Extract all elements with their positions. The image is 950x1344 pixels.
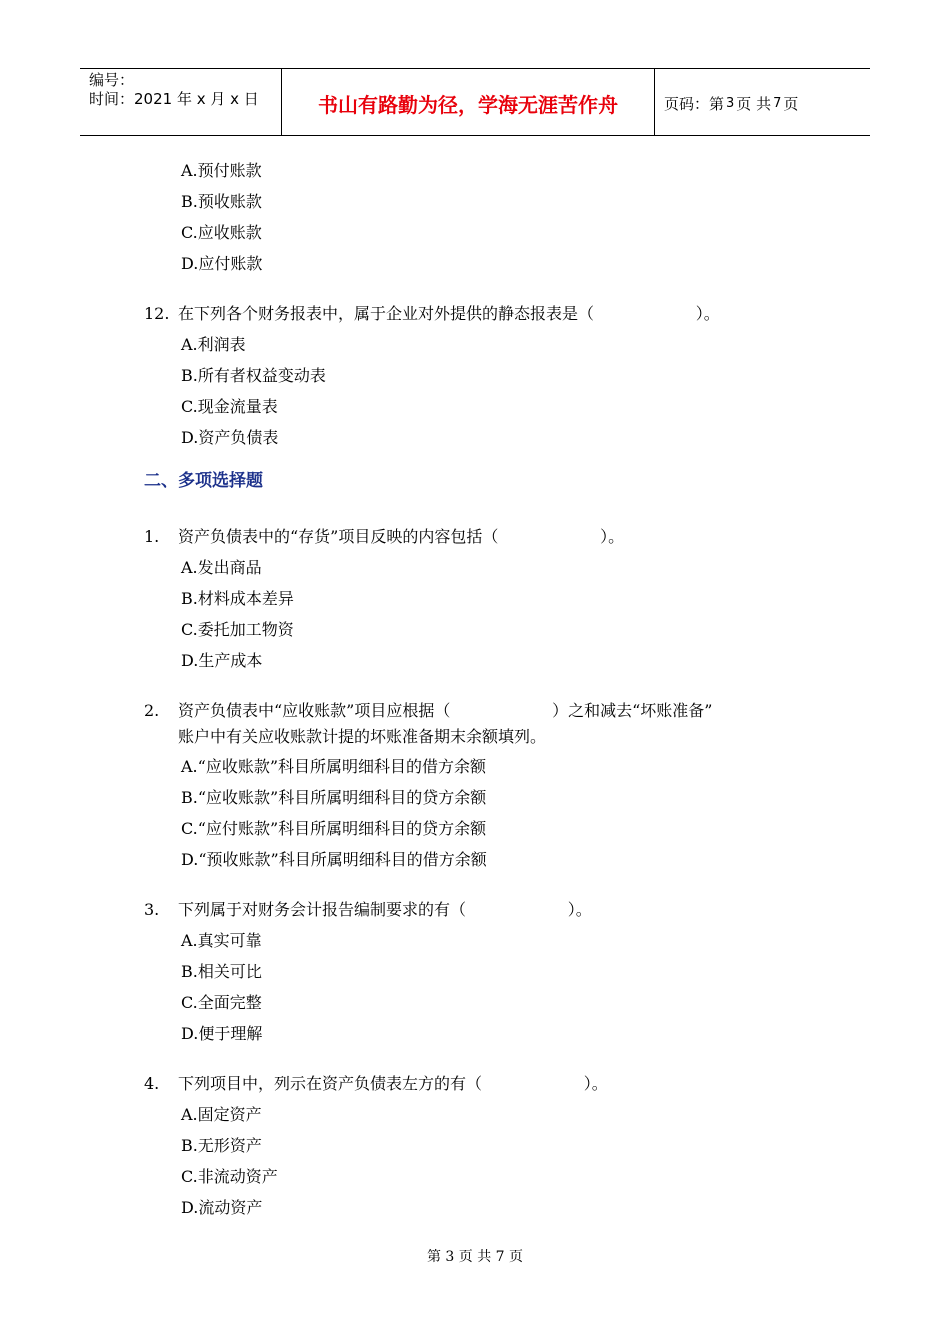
option-a: A.固定资产 bbox=[181, 1105, 262, 1124]
question-number: 12. bbox=[144, 304, 170, 323]
option-c: C.非流动资产 bbox=[181, 1167, 278, 1186]
section-heading: 二、多项选择题 bbox=[144, 471, 263, 491]
option-b: B.无形资产 bbox=[181, 1136, 262, 1155]
option-c: C.应收账款 bbox=[181, 223, 262, 242]
option-a: A.发出商品 bbox=[181, 558, 262, 577]
page-footer: 第 3 页 共 7 页 bbox=[426, 1249, 524, 1265]
question-number: 1. bbox=[144, 527, 160, 546]
option-d: D.流动资产 bbox=[181, 1198, 263, 1217]
option-d: D.生产成本 bbox=[181, 651, 263, 670]
header-meta bbox=[80, 69, 282, 135]
question-text: 资产负债表中的“存货”项目反映的内容包括（ ）。 bbox=[178, 527, 625, 546]
option-a: A.真实可靠 bbox=[181, 931, 262, 950]
option-b: B.预收账款 bbox=[181, 192, 262, 211]
question-number: 2. bbox=[144, 701, 160, 720]
option-d: D.应付账款 bbox=[181, 254, 263, 273]
page-header bbox=[80, 68, 870, 136]
option-b: B.相关可比 bbox=[181, 962, 262, 981]
question-text-line2: 账户中有关应收账款计提的坏账准备期末余额填列。 bbox=[178, 727, 547, 746]
question-text: 下列属于对财务会计报告编制要求的有（ ）。 bbox=[178, 900, 592, 919]
option-b: B.材料成本差异 bbox=[181, 589, 294, 608]
question-number: 4. bbox=[144, 1074, 160, 1093]
header-page-info bbox=[655, 69, 870, 135]
option-b: B.“应收账款”科目所属明细科目的贷方余额 bbox=[181, 788, 487, 807]
page-total: 7 bbox=[773, 95, 782, 111]
question-text: 在下列各个财务报表中，属于企业对外提供的静态报表是（ ）。 bbox=[178, 304, 720, 323]
page-mid: 页 共 bbox=[736, 94, 772, 113]
option-c: C.全面完整 bbox=[181, 993, 262, 1012]
question-text: 下列项目中，列示在资产负债表左方的有（ ）。 bbox=[178, 1074, 608, 1093]
option-d: D.“预收账款”科目所属明细科目的借方余额 bbox=[181, 850, 487, 869]
option-a: A.“应收账款”科目所属明细科目的借方余额 bbox=[181, 757, 487, 776]
header-motto: 书山有路勤为径，学海无涯苦作舟 bbox=[282, 69, 655, 135]
option-c: C.委托加工物资 bbox=[181, 620, 294, 639]
option-b: B.所有者权益变动表 bbox=[181, 366, 326, 385]
date-label: 时间：2021 年 x 月 x 日 bbox=[89, 90, 259, 108]
serial-label: 编号： bbox=[89, 71, 135, 89]
page-suffix: 页 bbox=[783, 94, 799, 113]
page-current: 3 bbox=[726, 95, 735, 111]
option-c: C.“应付账款”科目所属明细科目的贷方余额 bbox=[181, 819, 487, 838]
question-text-line1: 资产负债表中“应收账款”项目应根据（ ）之和减去“坏账准备” bbox=[178, 701, 713, 720]
option-a: A.预付账款 bbox=[181, 161, 262, 180]
option-c: C.现金流量表 bbox=[181, 397, 278, 416]
option-a: A.利润表 bbox=[181, 335, 246, 354]
option-d: D.便于理解 bbox=[181, 1024, 263, 1043]
page-prefix: 页码：第 bbox=[664, 94, 725, 113]
question-number: 3. bbox=[144, 900, 160, 919]
option-d: D.资产负债表 bbox=[181, 428, 279, 447]
